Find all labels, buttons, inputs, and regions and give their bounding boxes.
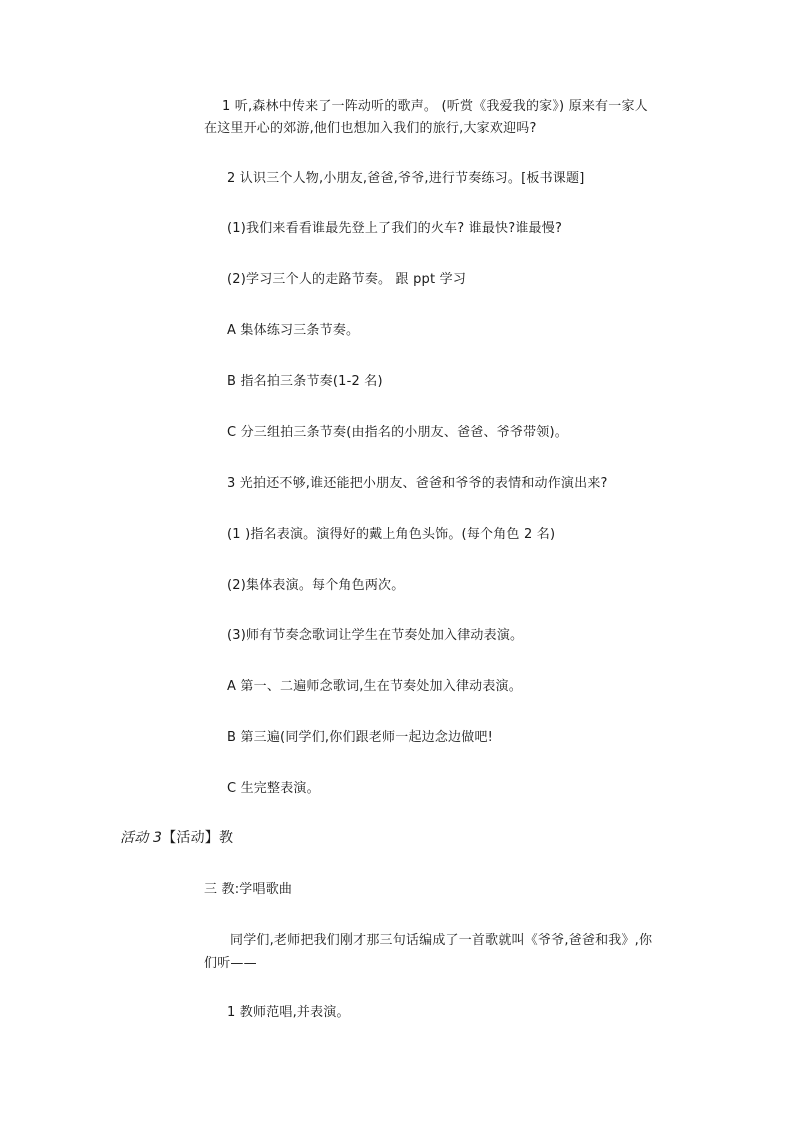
paragraph-intro-line2: 在这里开心的郊游,他们也想加入我们的旅行,大家欢迎吗?	[204, 121, 537, 136]
paragraph-step-3-1: (1 )指名表演。演得好的戴上角色头饰。(每个角色 2 名)	[227, 527, 556, 542]
paragraph-step-3: 3 光拍还不够,谁还能把小朋友、爸爸和爷爷的表情和动作演出来?	[227, 476, 608, 491]
paragraph-step-2-2: (2)学习三个人的走路节奏。 跟 ppt 学习	[227, 272, 467, 287]
paragraph-step-2: 2 认识三个人物,小朋友,爸爸,爷爷,进行节奏练习。[板书课题]	[227, 171, 585, 186]
paragraph-teach-line2: 们听——	[204, 956, 257, 971]
paragraph-item-c1: C 分三组拍三条节奏(由指名的小朋友、爸爸、爷爷带领)。	[227, 425, 568, 440]
activity-number: 活动 3	[120, 830, 163, 846]
paragraph-item-a2: A 第一、二遍师念歌词,生在节奏处加入律动表演。	[227, 679, 522, 694]
paragraph-item-b1: B 指名拍三条节奏(1-2 名)	[227, 374, 383, 389]
activity-heading	[120, 829, 233, 847]
section-heading: 三 教:学唱歌曲	[204, 882, 293, 897]
paragraph-item-c2: C 生完整表演。	[227, 781, 320, 796]
paragraph-item-a1: A 集体练习三条节奏。	[227, 323, 360, 338]
activity-title: 【活动】教	[162, 830, 234, 846]
paragraph-step-2-1: (1)我们来看看谁最先登上了我们的火车? 谁最快?谁最慢?	[227, 221, 563, 236]
paragraph-step-3-2: (2)集体表演。每个角色两次。	[227, 578, 405, 593]
paragraph-intro-line1: 1 听,森林中传来了一阵动听的歌声。 (听赏《我爱我的家》) 原来有一家人	[222, 99, 648, 114]
paragraph-step-3-3: (3)师有节奏念歌词让学生在节奏处加入律动表演。	[227, 628, 524, 643]
paragraph-teach-step-1: 1 教师范唱,并表演。	[227, 1005, 350, 1020]
paragraph-teach-line1: 同学们,老师把我们刚才那三句话编成了一首歌就叫《爷爷,爸爸和我》,你	[230, 933, 653, 948]
paragraph-item-b2: B 第三遍(同学们,你们跟老师一起边念边做吧!	[227, 730, 494, 745]
